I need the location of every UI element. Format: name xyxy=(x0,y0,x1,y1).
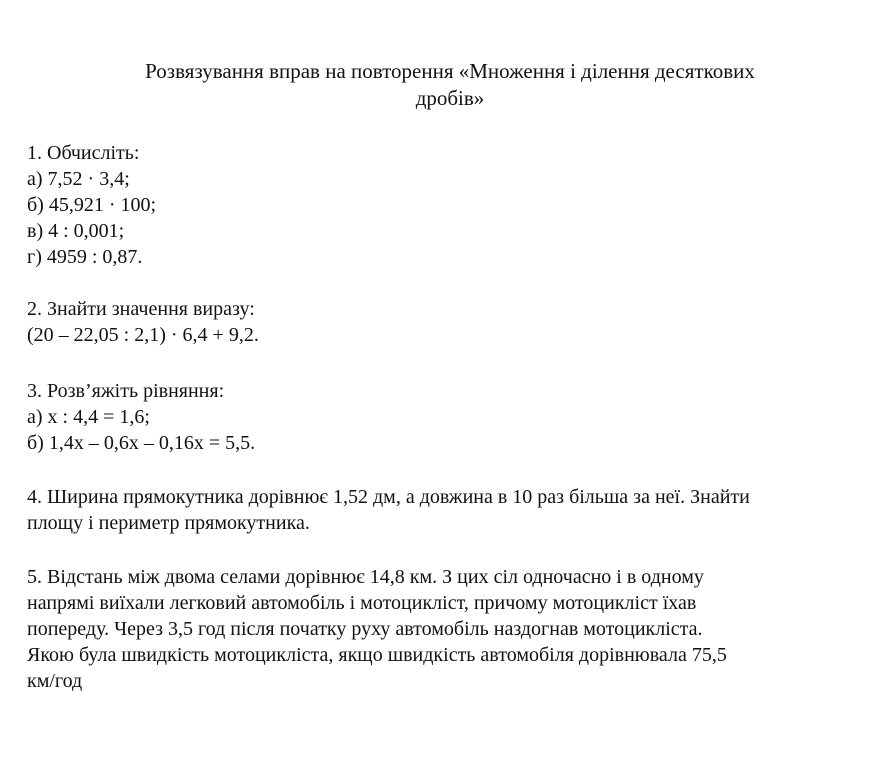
task-4 xyxy=(27,484,862,536)
task-5-line-5: км/год xyxy=(27,670,83,692)
task-2-expression: (20 – 22,05 : 2,1) · 6,4 + 9,2. xyxy=(27,324,259,346)
document-title xyxy=(40,58,860,112)
task-4-line-1: 4. Ширина прямокутника дорівнює 1,52 дм, а довжина в 10 раз більша за неї. Знайти xyxy=(27,486,750,508)
task-2-heading: 2. Знайти значення виразу: xyxy=(27,298,255,320)
task-2 xyxy=(27,296,862,348)
task-3-item-a: а) х : 4,4 = 1,6; xyxy=(27,406,150,428)
task-5-line-1: 5. Відстань між двома селами дорівнює 14,8 км. З цих сіл одночасно і в одному xyxy=(27,566,704,588)
title-line-2: дробів» xyxy=(415,86,485,110)
task-1-item-d: г) 4959 : 0,87. xyxy=(27,246,143,268)
task-1 xyxy=(27,140,862,270)
title-line-1: Розвязування вправ на повторення «Множення і ділення десяткових xyxy=(145,59,755,83)
task-5-line-2: напрямі виїхали легковий автомобіль і мотоцикліст, причому мотоцикліст їхав xyxy=(27,592,697,614)
task-5-line-3: попереду. Через 3,5 год після початку руху автомобіль наздогнав мотоцикліста. xyxy=(27,618,703,640)
task-1-item-a: а) 7,52 · 3,4; xyxy=(27,168,130,190)
task-4-line-2: площу і периметр прямокутника. xyxy=(27,512,310,534)
task-5 xyxy=(27,564,862,694)
task-3 xyxy=(27,378,862,456)
task-1-item-b: б) 45,921 · 100; xyxy=(27,194,157,216)
task-1-item-c: в) 4 : 0,001; xyxy=(27,220,125,242)
task-1-heading: 1. Обчисліть: xyxy=(27,142,140,164)
task-3-heading: 3. Розв’яжіть рівняння: xyxy=(27,380,225,402)
task-5-line-4: Якою була швидкість мотоцикліста, якщо швидкість автомобіля дорівнювала 75,5 xyxy=(27,644,727,666)
task-3-item-b: б) 1,4х – 0,6х – 0,16х = 5,5. xyxy=(27,432,256,454)
